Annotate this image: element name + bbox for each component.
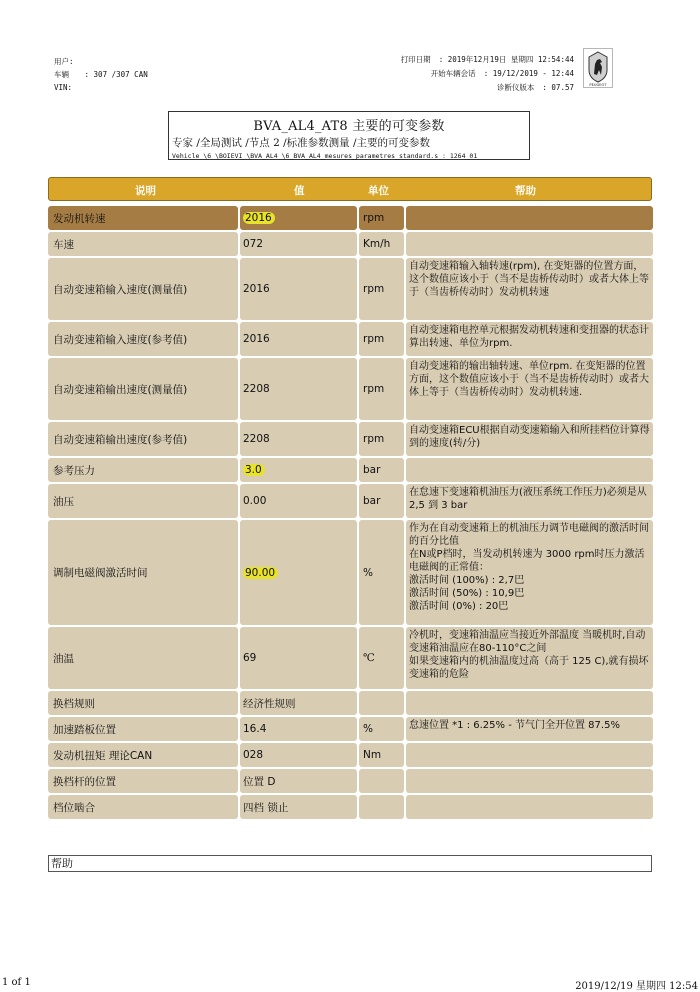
cell-unit-text: ℃	[363, 652, 375, 664]
cell-description	[48, 358, 238, 420]
print-info-line	[401, 67, 574, 81]
cell-description-text: 油温	[53, 652, 74, 665]
cell-description	[48, 232, 238, 256]
cell-unit	[359, 717, 404, 741]
column-header-unit: 单位	[368, 185, 389, 197]
cell-unit-text: rpm	[363, 333, 385, 345]
cell-value-text: 69	[243, 652, 257, 664]
page-number: 1 of 1	[2, 977, 31, 988]
cell-unit	[359, 322, 404, 356]
cell-value	[240, 484, 357, 518]
print-info-value: : 2019年12月19日 星期四 12:54:44	[438, 55, 574, 64]
session-info-label: 车辆	[54, 70, 69, 79]
title-box	[168, 111, 530, 160]
cell-value	[240, 691, 357, 715]
cell-description-text: 调制电磁阀激活时间	[53, 567, 148, 579]
cell-value	[240, 743, 357, 767]
cell-value-text: 90.00	[243, 567, 278, 579]
cell-unit	[359, 484, 404, 518]
cell-value-text: 2016	[243, 283, 270, 295]
cell-help-text: 怠速位置 *1 : 6.25% - 节气门全开位置 87.5%	[409, 720, 620, 731]
cell-value-text: 经济性规则	[243, 697, 296, 710]
cell-value	[240, 458, 357, 482]
cell-unit-text: rpm	[363, 283, 385, 295]
cell-unit	[359, 520, 404, 625]
cell-unit-text: rpm	[363, 383, 385, 395]
cell-description	[48, 795, 238, 819]
session-info	[54, 55, 148, 94]
print-info-value: : 19/12/2019 - 12:44	[483, 69, 574, 78]
cell-value	[240, 627, 357, 689]
cell-description-text: 自动变速箱输入速度(测量值)	[53, 283, 188, 296]
cell-description-text: 发动机转速	[53, 212, 106, 225]
cell-unit-text: rpm	[363, 212, 385, 224]
cell-unit-text: %	[363, 723, 373, 735]
cell-description	[48, 769, 238, 793]
cell-unit	[359, 795, 404, 819]
cell-value-text: 2016	[243, 333, 270, 345]
session-info-line	[54, 55, 148, 68]
cell-help-text: 自动变速箱ECU根据自动变速箱输入和所挂档位计算得到的速度(转/分)	[409, 425, 650, 449]
cell-help	[406, 484, 653, 518]
cell-description-text: 档位啮合	[53, 801, 95, 814]
cell-value	[240, 717, 357, 741]
help-panel: 帮助	[48, 855, 652, 872]
cell-value	[240, 422, 357, 456]
cell-description-text: 发动机扭矩 理论CAN	[53, 749, 153, 762]
cell-unit-text: %	[363, 566, 373, 579]
cell-description-text: 自动变速箱输入速度(参考值)	[53, 333, 188, 346]
table-header	[48, 177, 652, 201]
cell-help	[406, 520, 653, 625]
page-title: BVA_AL4_AT8 主要的可变参数	[253, 119, 445, 134]
cell-description	[48, 627, 238, 689]
column-header-help: 帮助	[515, 185, 536, 197]
cell-help	[406, 691, 653, 715]
peugeot-logo	[583, 48, 613, 88]
cell-help	[406, 258, 653, 320]
cell-description	[48, 484, 238, 518]
cell-unit	[359, 232, 404, 256]
cell-value-text: 072	[243, 238, 264, 250]
print-info-label: 打印日期	[400, 55, 431, 64]
cell-unit	[359, 258, 404, 320]
cell-unit	[359, 627, 404, 689]
svg-text:PEUGEOT: PEUGEOT	[589, 83, 607, 87]
cell-value	[240, 769, 357, 793]
cell-unit	[359, 358, 404, 420]
cell-value-text: 16.4	[243, 723, 267, 735]
cell-value-text: 位置 D	[243, 775, 276, 788]
print-info-label: 诊断仪版本	[496, 83, 535, 92]
cell-description-text: 自动变速箱输出速度(参考值)	[53, 433, 188, 446]
script-path: Vehicle \6 \BOIEVI \BVA_AL4 \6_BVA_AL4_mesures_parametres_standard.s : 1264_01	[172, 152, 478, 160]
cell-description	[48, 717, 238, 741]
cell-value	[240, 520, 357, 625]
print-info-line	[401, 81, 574, 95]
cell-description	[48, 258, 238, 320]
print-info	[401, 53, 574, 95]
cell-value-text: 2208	[243, 383, 270, 395]
cell-description	[48, 206, 238, 230]
cell-description-text: 车速	[53, 238, 74, 251]
cell-help	[406, 795, 653, 819]
cell-help	[406, 743, 653, 767]
cell-value	[240, 232, 357, 256]
cell-unit	[359, 458, 404, 482]
cell-unit	[359, 206, 404, 230]
cell-help-text: 冷机时，变速箱油温应当接近外部温度 当暖机时,自动变速箱油温应在80-110°C之间 如果变速箱内的机油温度过高（高于 125 C),就有损坏变速箱的危险	[409, 630, 649, 680]
cell-help-text: 作为在自动变速箱上的机油压力调节电磁阀的激活时间的百分比值 在N或P档时，当发动机转速为 3000 rpm时压力激活电磁阀的正常值： 激活时间 (100%) : 2,7巴 激活时间 (50%) : 10,9巴 激活时间 (0%) : 20巴	[409, 523, 649, 612]
cell-unit	[359, 422, 404, 456]
cell-value	[240, 358, 357, 420]
cell-value	[240, 322, 357, 356]
session-info-line	[54, 68, 148, 81]
cell-help-text: 在怠速下变速箱机油压力(液压系统工作压力)必须是从 2,5 到 3 bar	[409, 487, 647, 511]
cell-description-text: 自动变速箱输出速度(测量值)	[53, 383, 188, 396]
cell-description	[48, 743, 238, 767]
cell-description	[48, 458, 238, 482]
cell-unit-text: Nm	[363, 749, 382, 761]
print-info-line	[401, 53, 574, 67]
cell-help	[406, 322, 653, 356]
cell-value	[240, 795, 357, 819]
session-info-label: VIN:	[54, 83, 73, 92]
cell-value-text: 3.0	[243, 464, 265, 476]
cell-help	[406, 458, 653, 482]
cell-description	[48, 422, 238, 456]
cell-help	[406, 232, 653, 256]
cell-help-text: 自动变速箱的输出轴转速、单位rpm. 在变矩器的位置方面，这个数值应该小于（当不是齿桥传动时）或者大体上等于（当齿桥传动时）发动机转速.	[409, 361, 649, 398]
cell-help-text: 自动变速箱输入轴转速(rpm), 在变矩器的位置方面，这个数值应该小于（当不是齿桥传动时）或者大体上等于（当齿桥传动时）发动机转速	[409, 261, 649, 298]
column-header-description: 说明	[135, 185, 156, 197]
footer-date: 2019/12/19 星期四 12:54	[575, 981, 698, 992]
cell-help	[406, 769, 653, 793]
cell-unit-text: bar	[363, 464, 381, 476]
cell-value	[240, 258, 357, 320]
cell-help	[406, 627, 653, 689]
cell-help	[406, 206, 653, 230]
print-info-value: : 07.57	[542, 83, 574, 92]
cell-description	[48, 691, 238, 715]
cell-description-text: 参考压力	[53, 464, 95, 477]
cell-description-text: 油压	[53, 495, 74, 508]
breadcrumb: 专家 /全局测试 /节点 2 /标准参数测量 /主要的可变参数	[172, 137, 431, 149]
cell-value-text: 028	[243, 749, 264, 761]
cell-unit-text: Km/h	[363, 238, 391, 250]
cell-help	[406, 717, 653, 741]
print-info-label: 开始车辆会话	[430, 69, 476, 78]
cell-description-text: 加速踏板位置	[53, 723, 116, 736]
cell-value-text: 四档 锁止	[243, 801, 289, 814]
cell-unit	[359, 743, 404, 767]
cell-description-text: 换档规则	[53, 697, 95, 710]
session-info-value: : 307 /307 CAN	[84, 70, 148, 79]
cell-value-text: 0.00	[243, 495, 267, 507]
session-info-line	[54, 81, 148, 94]
session-info-label: 用户:	[54, 57, 74, 66]
cell-unit	[359, 769, 404, 793]
cell-description	[48, 520, 238, 625]
cell-unit-text: bar	[363, 495, 381, 507]
cell-unit	[359, 691, 404, 715]
cell-help	[406, 422, 653, 456]
cell-value-text: 2016	[243, 212, 275, 224]
cell-value	[240, 206, 357, 230]
column-header-value: 值	[294, 185, 305, 197]
cell-unit-text: rpm	[363, 433, 385, 445]
cell-help-text: 自动变速箱电控单元根据发动机转速和变扭器的状态计算出转速、单位为rpm.	[409, 325, 649, 349]
cell-description-text: 换档杆的位置	[53, 775, 116, 788]
cell-value-text: 2208	[243, 433, 270, 445]
cell-description	[48, 322, 238, 356]
cell-help	[406, 358, 653, 420]
